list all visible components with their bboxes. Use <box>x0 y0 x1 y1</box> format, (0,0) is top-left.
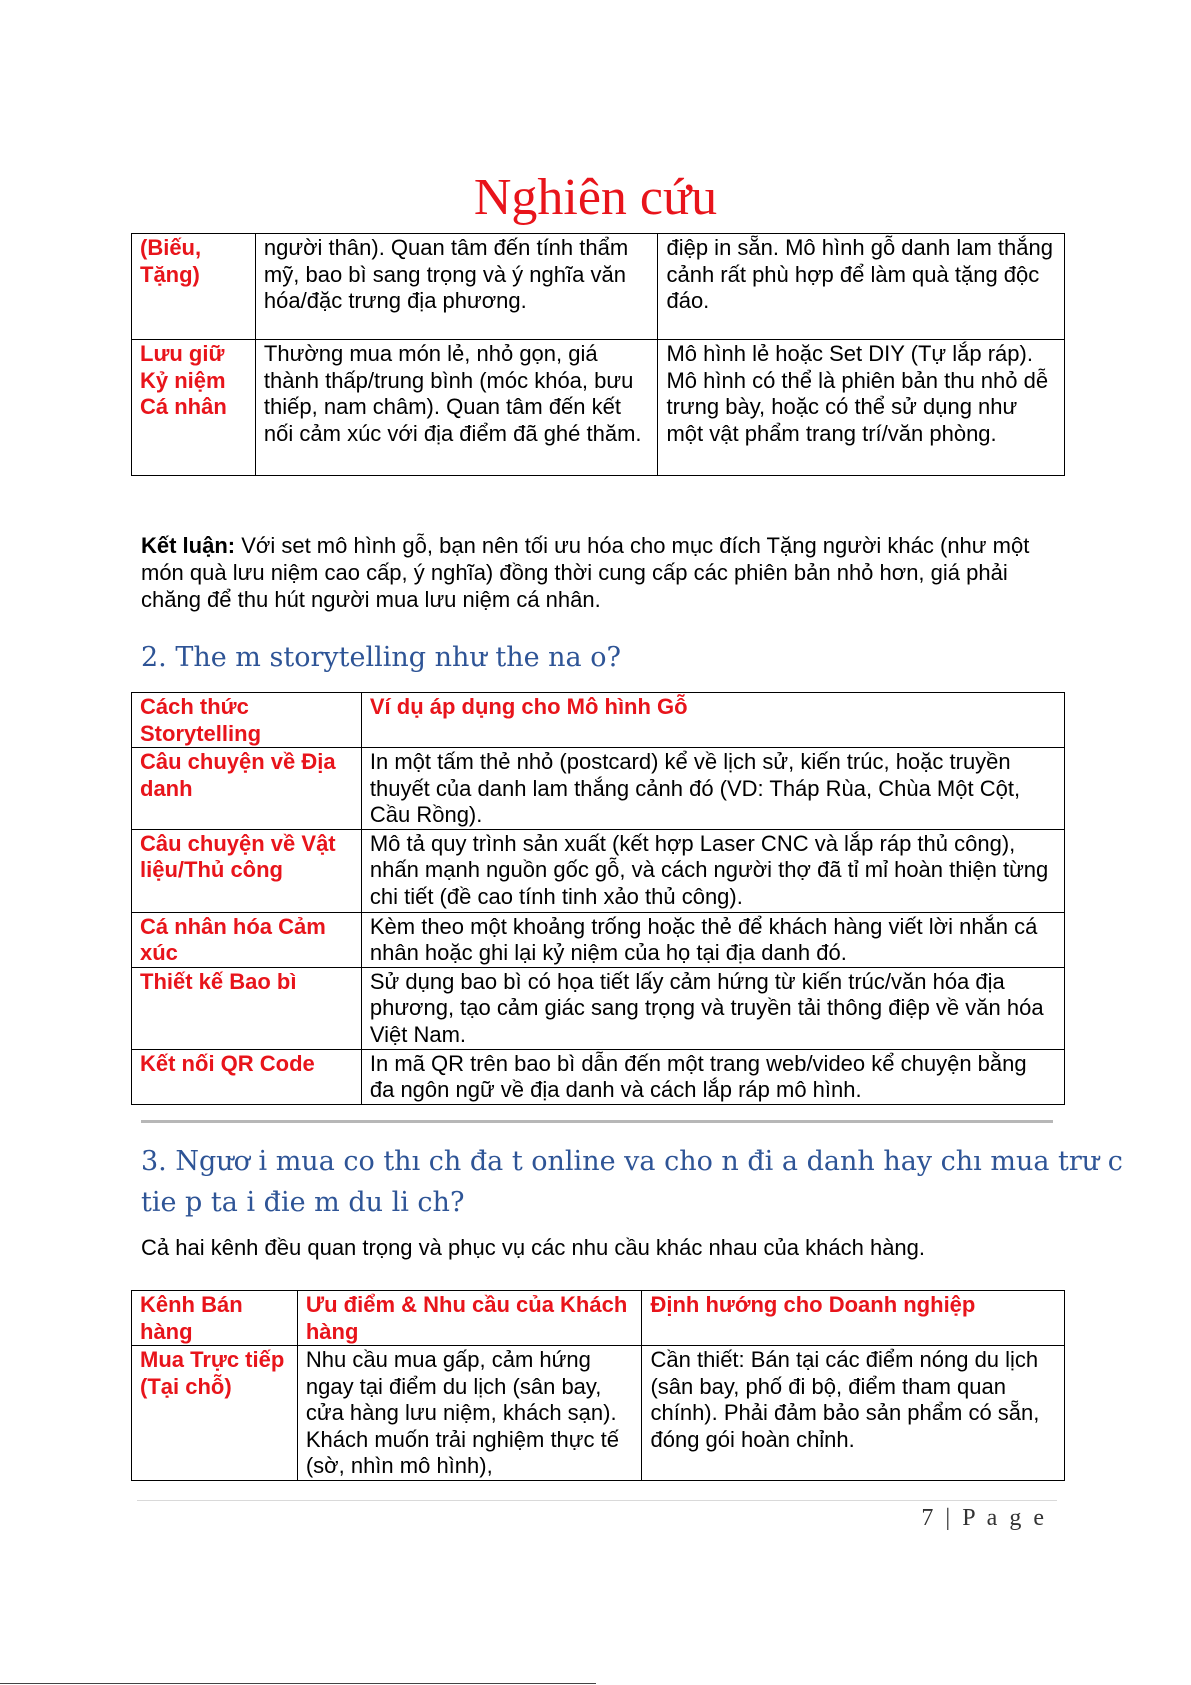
section-2-heading: 2. The m storytelling như the na o? <box>141 642 621 673</box>
footer-divider <box>137 1500 1057 1501</box>
channel-table <box>131 1290 1065 1481</box>
table-row <box>132 1346 1065 1481</box>
storytelling-example: In một tấm thẻ nhỏ (postcard) kể về lịch sử, kiến trúc, hoặc truyền thuyết của danh lam thắng cảnh đó (VD: Tháp Rùa, Chùa Một Cột, Cầu Rồng). <box>361 748 1064 830</box>
purpose-description: người thân). Quan tâm đến tính thẩm mỹ, bao bì sang trọng và ý nghĩa văn hóa/đặc trưng địa phương. <box>255 234 658 340</box>
table-header-row <box>132 1291 1065 1346</box>
column-header: Định hướng cho Doanh nghiệp <box>642 1291 1065 1346</box>
table-row <box>132 912 1065 967</box>
section-3-heading: 3. Ngươ i mua co thı ch đa t online va cho n đi a danh hay chı mua trư c <box>141 1146 1123 1177</box>
channel-needs: Nhu cầu mua gấp, cảm hứng ngay tại điểm du lịch (sân bay, cửa hàng lưu niệm, khách sạn). Khách muốn trải nghiệm thực tế (sờ, nhìn mô hình), <box>297 1346 642 1481</box>
section-3-intro: Cả hai kênh đều quan trọng và phục vụ các nhu cầu khác nhau của khách hàng. <box>141 1235 926 1260</box>
conclusion-text: Với set mô hình gỗ, bạn nên tối ưu hóa cho mục đích Tặng người khác (như một món quà lưu niệm cao cấp, ý nghĩa) đồng thời cung cấp các phiên bản nhỏ hơn, giá phải chăng để thu hút người mua lưu niệm cá nhân. <box>141 533 1030 612</box>
storytelling-method: Cá nhân hóa Cảm xúc <box>132 912 362 967</box>
column-header: Cách thức Storytelling <box>132 693 362 748</box>
table-row <box>132 748 1065 830</box>
conclusion-paragraph <box>141 532 1061 613</box>
storytelling-method: Kết nối QR Code <box>132 1049 362 1104</box>
storytelling-example: Kèm theo một khoảng trống hoặc thẻ để khách hàng viết lời nhắn cá nhân hoặc ghi lại kỷ niệm của họ tại địa danh đó. <box>361 912 1064 967</box>
conclusion-label: Kết luận: <box>141 533 236 558</box>
table-row <box>132 967 1065 1049</box>
purpose-label: (Biếu, Tặng) <box>132 234 256 340</box>
table-header-row <box>132 693 1065 748</box>
table-row <box>132 340 1065 476</box>
table-row <box>132 829 1065 912</box>
storytelling-table <box>131 692 1065 1105</box>
section-divider <box>141 1120 1053 1123</box>
page-number: 7 | P a g e <box>921 1505 1047 1531</box>
table-row <box>132 1049 1065 1104</box>
purpose-label: Lưu giữ Kỷ niệm Cá nhân <box>132 340 256 476</box>
storytelling-example: In mã QR trên bao bì dẫn đến một trang web/video kể chuyện bằng đa ngôn ngữ về địa danh và cách lắp ráp mô hình. <box>361 1049 1064 1104</box>
bottom-edge-line <box>0 1683 596 1684</box>
storytelling-method: Câu chuyện về Vật liệu/Thủ công <box>132 829 362 912</box>
page-title: Nghiên cứu <box>473 169 718 226</box>
purpose-description: Thường mua món lẻ, nhỏ gọn, giá thành thấp/trung bình (móc khóa, bưu thiếp, nam châm). Quan tâm đến kết nối cảm xúc với địa điểm đã ghé thăm. <box>255 340 658 476</box>
column-header: Ưu điểm & Nhu cầu của Khách hàng <box>297 1291 642 1346</box>
channel-direction: Cần thiết: Bán tại các điểm nóng du lịch (sân bay, phố đi bộ, điểm tham quan chính). Phải đảm bảo sản phẩm có sẵn, đóng gói hoàn chỉnh. <box>642 1346 1065 1481</box>
storytelling-example: Sử dụng bao bì có họa tiết lấy cảm hứng từ kiến trúc/văn hóa địa phương, tạo cảm giác sang trọng và truyền tải thông điệp về văn hóa Việt Nam. <box>361 967 1064 1049</box>
channel-name: Mua Trực tiếp (Tại chỗ) <box>132 1346 298 1481</box>
storytelling-method: Thiết kế Bao bì <box>132 967 362 1049</box>
storytelling-example: Mô tả quy trình sản xuất (kết hợp Laser CNC và lắp ráp thủ công), nhấn mạnh nguồn gốc gỗ, và cách người thợ đã tỉ mỉ hoàn thiện từng chi tiết (đề cao tính tinh xảo thủ công). <box>361 829 1064 912</box>
column-header: Kênh Bán hàng <box>132 1291 298 1346</box>
table-row <box>132 234 1065 340</box>
purpose-table <box>131 233 1065 476</box>
purpose-suggestion: Mô hình lẻ hoặc Set DIY (Tự lắp ráp). Mô hình có thể là phiên bản thu nhỏ dễ trưng bày, hoặc có thể sử dụng như một vật phẩm trang trí/văn phòng. <box>658 340 1065 476</box>
purpose-suggestion: điệp in sẵn. Mô hình gỗ danh lam thắng cảnh rất phù hợp để làm quà tặng độc đáo. <box>658 234 1065 340</box>
column-header: Ví dụ áp dụng cho Mô hình Gỗ <box>361 693 1064 748</box>
storytelling-method: Câu chuyện về Địa danh <box>132 748 362 830</box>
section-3-heading-cont: tie p ta i đie m du li ch? <box>141 1187 465 1218</box>
